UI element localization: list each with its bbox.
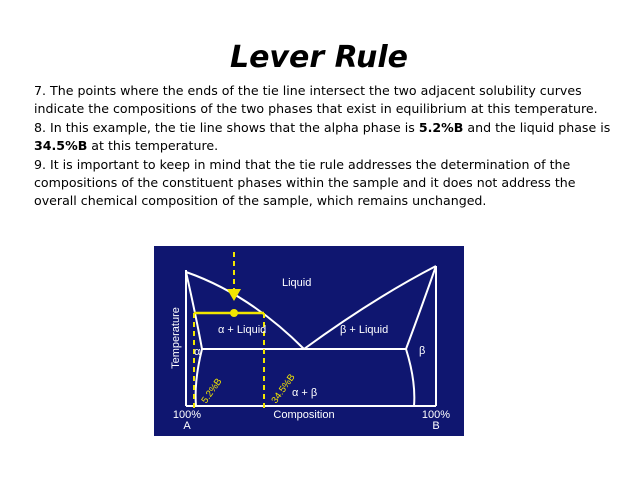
composition-arrow [227,289,241,301]
alpha-composition: 5.2%B [418,119,464,135]
point-8-before: 8. In this example, the tie line shows that the alpha phase is [34,119,419,135]
point-8-middle: and the liquid phase is [463,119,611,135]
right-solvus-curve [406,349,414,406]
point-9: 9. It is important to keep in mind that the tie rule addresses the determination of the compositions of the constituent phases within the sample and it does not address the overall chemical composition of the sample, which remains unchanged. [34,156,576,209]
right-solidus-curve [406,266,436,349]
alpha-composition-label: 5.2%B [199,376,225,406]
x-axis-label: Composition [273,409,335,421]
right-liquidus-curve [304,266,436,349]
point-8-after: at this temperature. [87,138,219,154]
slide-title: Lever Rule [229,40,409,75]
region-alpha-liquid: α + Liquid [218,324,267,336]
region-alpha-beta: α + β [292,387,318,399]
region-liquid: Liquid [282,277,312,289]
right-end-percent: 100% [421,409,451,421]
right-end-component: B [432,420,440,432]
liquid-composition-label: 34.5%B [269,372,298,406]
left-end-percent: 100% [172,409,202,421]
point-7: 7. The points where the ends of the tie line intersect the two adjacent solubility curves indicate the compositions of the two phases that exist in equilibrium at this temperature. [34,83,598,117]
slide-body [34,82,614,211]
region-beta-liquid: β + Liquid [340,324,389,336]
y-axis-label: Temperature [170,307,182,369]
region-beta: β [419,345,426,357]
alloy-point [230,309,238,317]
left-solidus-curve [186,272,202,349]
phase-diagram-svg [154,246,464,436]
point-8 [34,119,614,156]
liquid-composition: 34.5%B [34,138,88,154]
phase-diagram [154,246,464,436]
region-alpha: α [194,346,201,358]
left-end-component: A [183,420,191,432]
